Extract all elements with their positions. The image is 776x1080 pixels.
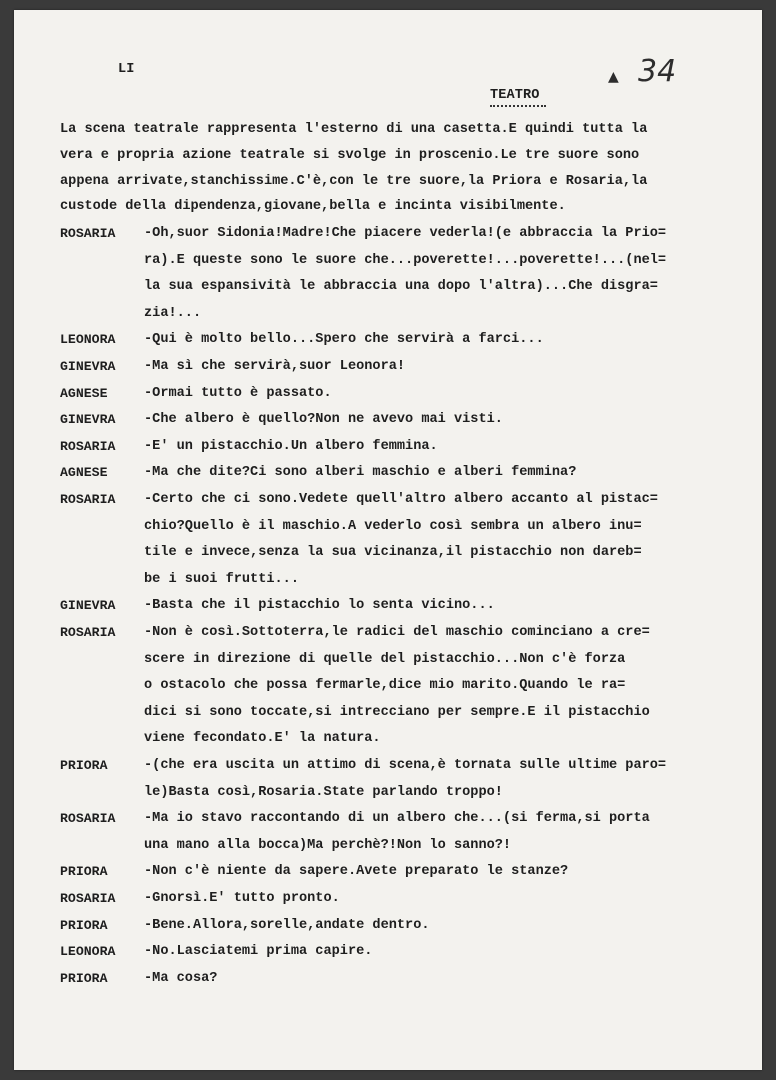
dialogue-line: -Non è così.Sottoterra,le radici del maschio cominciano a cre= xyxy=(144,625,650,640)
speaker-name: ROSARIA xyxy=(60,492,116,507)
speaker-name: ROSARIA xyxy=(60,811,116,827)
dialogue-line: la sua espansività le abbraccia una dopo l'altra)...Che disgra= xyxy=(144,279,658,295)
dialogue-line: o ostacolo che possa fermarle,dice mio marito.Quando le ra= xyxy=(144,678,626,694)
dialogue-line: scere in direzione di quelle del pistacchio...Non c'è forza xyxy=(144,651,626,667)
dialogue-line: -Gnorsì.E' tutto pronto. xyxy=(144,891,340,906)
dialogue-line: zia!... xyxy=(144,305,202,321)
dialogue-line: chio?Quello è il maschio.A vederlo così sembra un albero inu= xyxy=(144,518,642,534)
dialogue-line: -(che era uscita un attimo di scena,è tornata sulle ultime paro= xyxy=(144,758,667,773)
dialogue-line: tile e invece,senza la sua vicinanza,il pistacchio non dareb= xyxy=(144,545,642,561)
dialogue-line: be i suoi frutti... xyxy=(144,571,299,587)
dialogue-line: ra).E queste sono le suore che...poverette!...poverette!...(nel= xyxy=(144,252,667,268)
speaker-name: GINEVRA xyxy=(60,412,116,428)
speaker-name: PRIORA xyxy=(60,864,108,880)
speaker-name: PRIORA xyxy=(60,758,108,773)
dialogue-line: -Qui è molto bello...Spero che servirà a farci... xyxy=(144,332,544,348)
dialogue-line: -Certo che ci sono.Vedete quell'altro albero accanto al pistac= xyxy=(144,492,658,507)
dialogue-line: -Ma che dite?Ci sono alberi maschio e alberi femmina? xyxy=(144,465,577,481)
dialogue-line: dici si sono toccate,si intrecciano per sempre.E il pistacchio xyxy=(144,704,650,720)
intro-line: custode della dipendenza,giovane,bella e incinta visibilmente. xyxy=(60,199,566,215)
speaker-name: GINEVRA xyxy=(60,359,116,374)
dialogue-line: -Ma io stavo raccontando di un albero che...(si ferma,si porta xyxy=(144,811,650,827)
intro-line: vera e propria azione teatrale si svolge in proscenio.Le tre suore sono xyxy=(60,147,640,163)
folio-tick-mark: ▲ xyxy=(608,69,619,85)
dialogue-line: -Che albero è quello?Non ne avevo mai visti. xyxy=(144,412,503,428)
dialogue-line: viene fecondato.E' la natura. xyxy=(144,731,381,747)
document-title: TEATRO xyxy=(490,88,540,103)
speaker-name: PRIORA xyxy=(60,917,108,933)
speaker-name: AGNESE xyxy=(60,385,108,401)
speaker-name: ROSARIA xyxy=(60,438,116,454)
folio-number: 34 xyxy=(638,54,677,89)
dialogue-line: le)Basta così,Rosaria.State parlando troppo! xyxy=(144,784,503,800)
speaker-name: ROSARIA xyxy=(60,226,116,241)
typewritten-page xyxy=(14,10,762,1070)
dialogue-line: -Ormai tutto è passato. xyxy=(144,385,332,401)
speaker-name: AGNESE xyxy=(60,465,108,481)
title-underline xyxy=(490,105,546,107)
speaker-name: LEONORA xyxy=(60,944,116,960)
dialogue-line: -Oh,suor Sidonia!Madre!Che piacere vederla!(e abbraccia la Prio= xyxy=(144,226,667,241)
speaker-name: PRIORA xyxy=(60,970,108,986)
dialogue-line: -Basta che il pistacchio lo senta vicino... xyxy=(144,598,495,614)
speaker-name: GINEVRA xyxy=(60,598,116,614)
intro-line: La scena teatrale rappresenta l'esterno di una casetta.E quindi tutta la xyxy=(60,122,648,137)
speaker-name: ROSARIA xyxy=(60,625,116,640)
intro-line: appena arrivate,stanchissime.C'è,con le tre suore,la Priora e Rosaria,la xyxy=(60,173,648,189)
dialogue-line: -Non c'è niente da sapere.Avete preparato le stanze? xyxy=(144,864,569,880)
speaker-name: LEONORA xyxy=(60,332,116,348)
dialogue-line: -No.Lasciatemi prima capire. xyxy=(144,944,373,960)
speaker-name: ROSARIA xyxy=(60,891,116,906)
dialogue-line: -Ma cosa? xyxy=(144,970,218,986)
dialogue-line: una mano alla bocca)Ma perchè?!Non lo sanno?! xyxy=(144,837,512,853)
dialogue-line: -E' un pistacchio.Un albero femmina. xyxy=(144,438,438,454)
dialogue-line: -Ma sì che servirà,suor Leonora! xyxy=(144,359,406,374)
page-code: LI xyxy=(118,62,135,77)
dialogue-line: -Bene.Allora,sorelle,andate dentro. xyxy=(144,917,430,933)
